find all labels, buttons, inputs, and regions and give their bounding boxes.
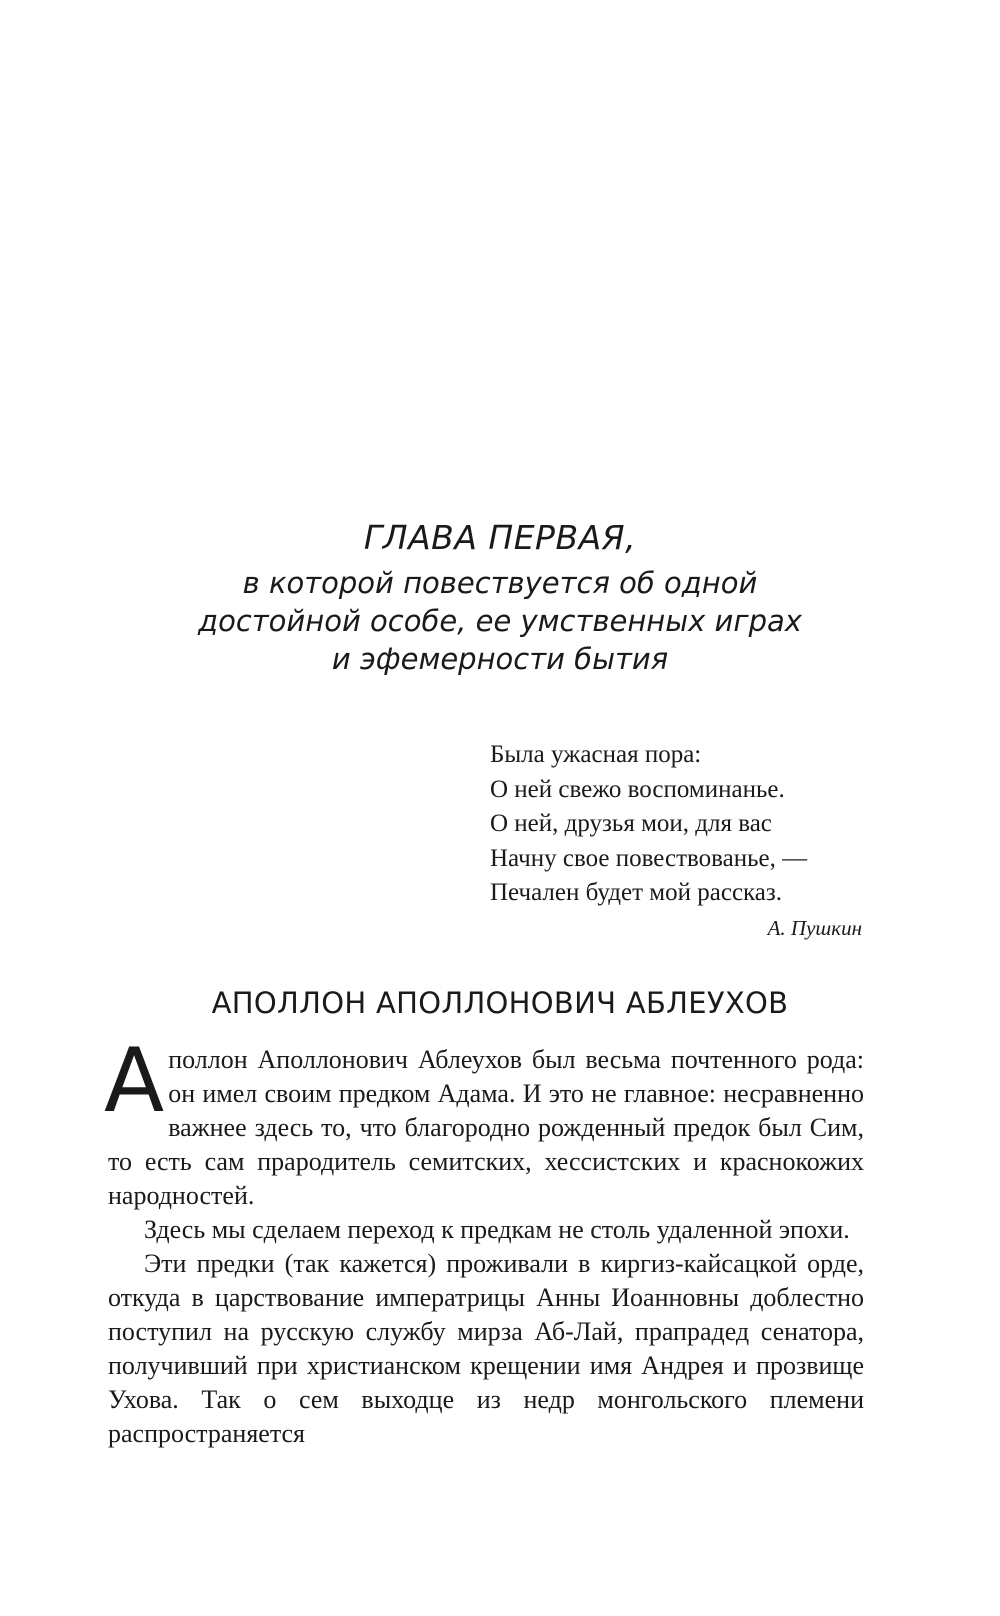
paragraph [104,1029,864,1213]
drop-cap: А [104,1029,165,1132]
chapter-subtitle-line: в которой повествуется об одной [242,566,758,600]
epigraph [490,738,870,943]
chapter-heading [0,518,1000,678]
body-text [104,1029,864,1451]
epigraph-line: Была ужасная пора: [490,741,702,768]
chapter-subtitle [0,564,1000,678]
epigraph-line: Печален будет мой рассказ. [490,879,783,906]
paragraph-text: поллон Аполлонович Аблеухов был весьма почтенного рода: он имел своим предком Адама. И это не главное: несравненно важнее здесь то, что благородно рожденный предок был Сим, то есть сам прародитель семитских, хессистских и краснокожих народностей. [108,1045,864,1210]
section-heading: АПОЛЛОН АПОЛЛОНОВИЧ АБЛЕУХОВ [211,986,789,1020]
epigraph-author: А. Пушкин [767,915,862,940]
epigraph-line: Начну свое повествованье, — [490,844,808,872]
paragraph: Здесь мы сделаем переход к предкам не столь удаленной эпохи. [144,1215,850,1244]
chapter-subtitle-line: достойной особе, ее умственных играх [198,604,802,638]
chapter-title: ГЛАВА ПЕРВАЯ, [363,518,637,557]
paragraph: Эти предки (так кажется) проживали в киргиз-кайсацкой орде, откуда в царствование императрицы Анны Иоанновны доблестно поступил на русскую службу мирза Аб-Лай, прапрадед сенатора, получивший при христианском крещении имя Андрея и прозвище Ухова. Так о сем выходце из недр монгольского племени распространяется [108,1249,864,1448]
chapter-subtitle-line: и эфемерности бытия [331,642,669,676]
epigraph-line: О ней свежо воспоминанье. [490,775,785,803]
epigraph-line: О ней, друзья мои, для вас [490,810,772,837]
